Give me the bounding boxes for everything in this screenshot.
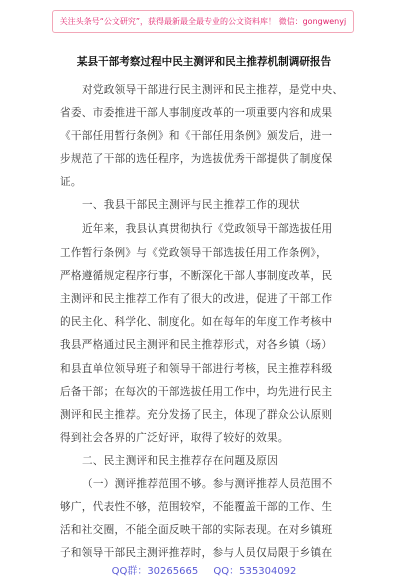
qq-group-text: QQ群：30265665: [111, 566, 199, 577]
body-line: 工作暂行条例》与《党政领导干部选拔任用工作条例》，: [60, 247, 328, 259]
body-line: 近年来，我县认真贯彻执行《党政领导干部选拔任用: [82, 223, 333, 235]
body-line: 严格遵循规定程序行事，不断深化干部人事制度改革，民: [60, 270, 333, 282]
document-title: 某县干部考察过程中民主测评和民主推荐机制调研报告: [76, 56, 332, 68]
body-line: （一）测评推荐范围不够。参与测评推荐人员范围不: [82, 478, 333, 490]
body-line: 和县直单位领导班子和领导干部进行考核，民主推荐科级: [60, 363, 333, 375]
body-line: 得到社会各界的广泛好评，取得了较好的效果。: [60, 432, 289, 444]
section-heading: 二、民主测评和民主推荐存在问题及原因: [82, 455, 279, 467]
body-line: 《干部任用暂行条例》和《干部任用条例》颁发后，进一: [60, 130, 333, 142]
promo-banner: 关注头条号“公文研究”，获得最新最全最专业的公文资料库！ 微信：gongwenyj: [52, 10, 354, 33]
qq-number-text: QQ：535304092: [213, 566, 297, 577]
contact-footer: [0, 562, 408, 577]
body-line: 的民主化、科学化、制度化。如在每年的年度工作考核中: [60, 316, 333, 328]
body-line: 主测评和民主推荐工作有了很大的改进，促进了干部工作: [60, 293, 333, 305]
section-heading: 一、我县干部民主测评与民主推荐工作的现状: [82, 199, 300, 211]
body-line: 证。: [60, 176, 82, 188]
body-line: 子和领导干部民主测评推荐时，参与人员仅局限于乡镇在: [60, 547, 333, 559]
body-line: 步规范了干部的选任程序，为选拔优秀干部提供了制度保: [60, 153, 333, 165]
body-line: 够广，代表性不够，范围较窄，不能覆盖干部的工作、生: [60, 501, 333, 513]
body-line: 对党政领导干部进行民主测评和民主推荐，是党中央、: [82, 84, 344, 96]
body-line: 我县严格通过民主测评和民主推荐形式，对各乡镇（场）: [60, 339, 333, 351]
body-line: 省委、市委推进干部人事制度改革的一项重要内容和成果: [60, 107, 333, 119]
body-line: 活和社交圈，不能全面反映干部的实际表现。在对乡镇班: [60, 524, 333, 536]
body-line: 测评和民主推荐。充分发扬了民主，体现了群众公认原则: [60, 409, 333, 421]
body-line: 后备干部；在每次的干部选拔任用工作中，均先进行民主: [60, 386, 333, 398]
